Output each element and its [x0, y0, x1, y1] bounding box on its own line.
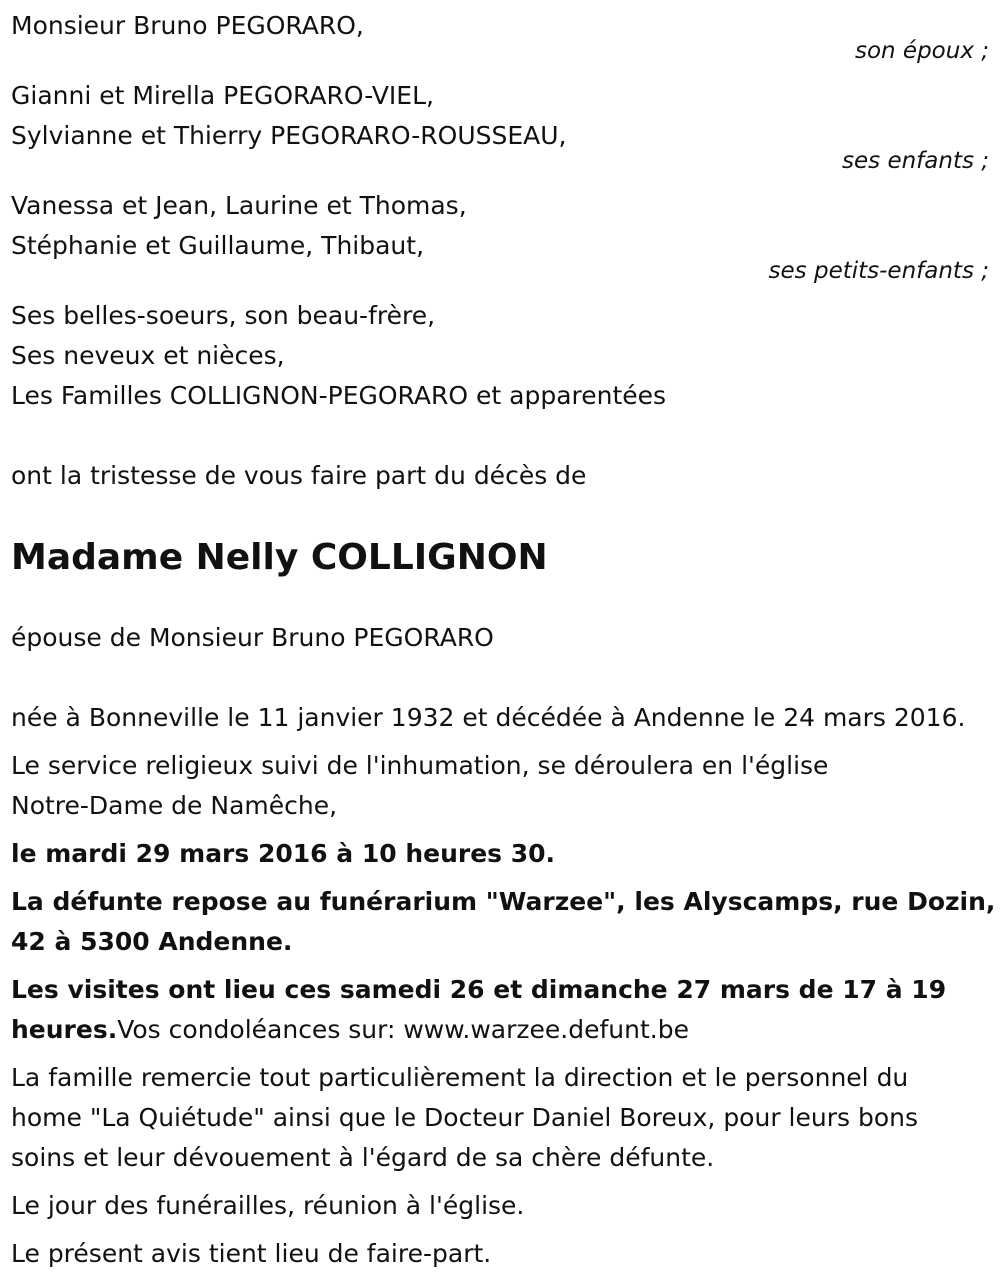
- obituary-notice: [11, 6, 996, 1274]
- notice-line: Le présent avis tient lieu de faire-part.: [11, 1239, 492, 1268]
- announcement-text: ont la tristesse de vous faire part du décès de: [11, 461, 587, 490]
- condolences-text: Vos condoléances sur: www.warzee.defunt.be: [117, 1015, 689, 1044]
- service-date: le mardi 29 mars 2016 à 10 heures 30.: [11, 839, 556, 868]
- birth-death-line: née à Bonneville le 11 janvier 1932 et décédée à Andenne le 24 mars 2016.: [11, 703, 966, 732]
- visits-hours-bold: heures.: [11, 1015, 118, 1044]
- others-line-2: Ses neveux et nièces,: [11, 341, 285, 370]
- repose-line-2: 42 à 5300 Andenne.: [11, 927, 293, 956]
- repose-line-1: La défunte repose au funérarium "Warzee", les Alyscamps, rue Dozin,: [11, 887, 996, 916]
- visits-line-2: [11, 1010, 989, 1050]
- grandchildren-role: ses petits-enfants ;: [768, 258, 989, 284]
- spouse-role: son époux ;: [854, 38, 989, 64]
- spouse-of-line: épouse de Monsieur Bruno PEGORARO: [11, 623, 494, 652]
- thanks-line-2: home "La Quiétude" ainsi que le Docteur Daniel Boreux, pour leurs bons: [11, 1103, 919, 1132]
- grandchild-line-2: Stéphanie et Guillaume, Thibaut,: [11, 231, 425, 260]
- others-line-3: Les Familles COLLIGNON-PEGORARO et apparentées: [11, 381, 667, 410]
- reunion-line: Le jour des funérailles, réunion à l'église.: [11, 1191, 525, 1220]
- thanks-line-3: soins et leur dévouement à l'égard de sa chère défunte.: [11, 1143, 715, 1172]
- service-line-2: Notre-Dame de Namêche,: [11, 791, 338, 820]
- visits-line-1: Les visites ont lieu ces samedi 26 et dimanche 27 mars de 17 à 19: [11, 975, 947, 1004]
- grandchild-line-1: Vanessa et Jean, Laurine et Thomas,: [11, 191, 467, 220]
- child-line-1: Gianni et Mirella PEGORARO-VIEL,: [11, 81, 434, 110]
- child-line-2: Sylvianne et Thierry PEGORARO-ROUSSEAU,: [11, 121, 567, 150]
- thanks-line-1: La famille remercie tout particulièrement la direction et le personnel du: [11, 1063, 909, 1092]
- children-role: ses enfants ;: [842, 148, 989, 174]
- others-line-1: Ses belles-soeurs, son beau-frère,: [11, 301, 436, 330]
- service-line-1: Le service religieux suivi de l'inhumation, se déroulera en l'église: [11, 751, 829, 780]
- deceased-name: Madame Nelly COLLIGNON: [11, 537, 548, 578]
- spouse-name: Monsieur Bruno PEGORARO,: [11, 11, 364, 40]
